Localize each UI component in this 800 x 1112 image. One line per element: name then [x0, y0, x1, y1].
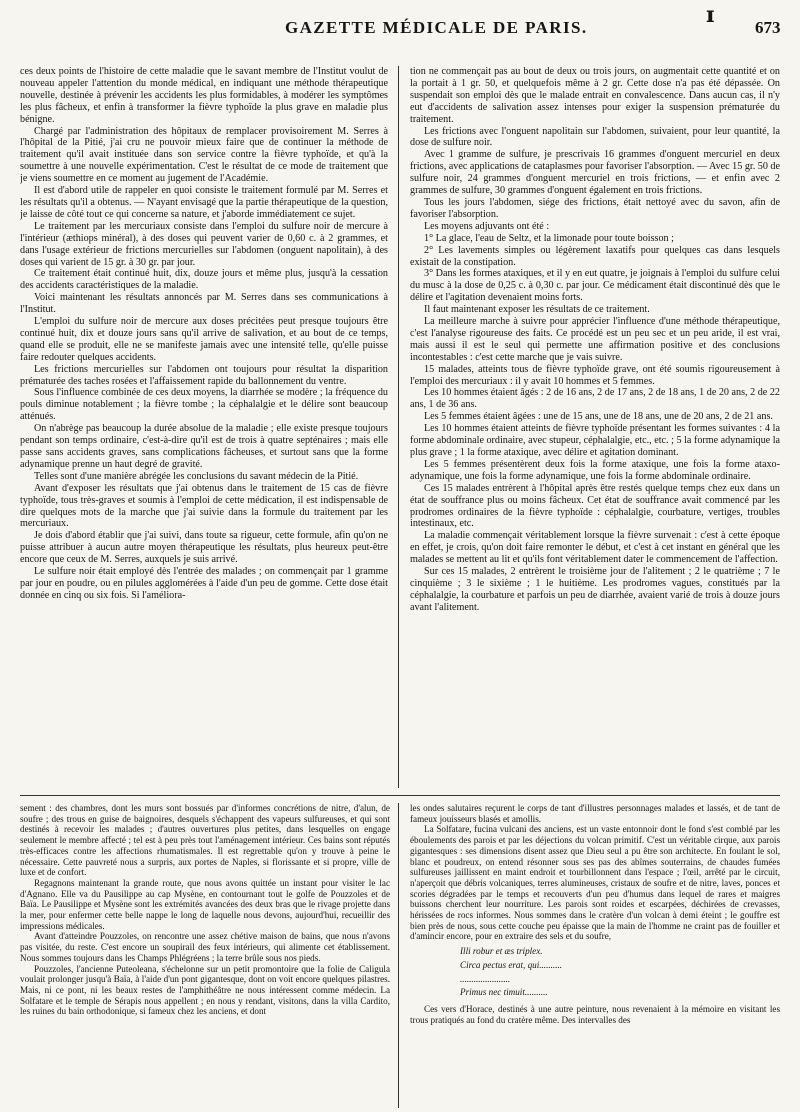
page-header: [0, 2, 800, 38]
paragraph: Les frictions mercurielles sur l'abdomen ont toujours pour résultat la disparition prématurée des taches rosées et l'affaissement rapide du ballonnement du ventre.: [20, 363, 388, 387]
column-rule-top: [398, 66, 399, 788]
paragraph: Les moyens adjuvants ont été :: [424, 220, 550, 232]
paragraph: Avant d'exposer les résultats que j'ai obtenus dans le traitement de 15 cas de fièvre typhoïde, tous très-graves et soumis à l'emploi de cette médication, il est indispensable de dire quelques mots de la marche que j'ai suivie dans la formule du traitement par les mercuriaux.: [20, 482, 388, 530]
page-number: 673: [755, 18, 781, 37]
paragraph: Voici maintenant les résultats annoncés par M. Serres dans ses communications à l'Institut.: [20, 292, 388, 316]
paragraph: Le sulfure noir était employé dès l'entrée des malades ; on commençait par 1 gramme par jour en poudre, ou en pilules agglomérées à l'aide d'un peu de gomme. Cette dose était donnée en cinq ou six fois. Si l'améliora-: [20, 566, 388, 601]
paragraph: La meilleure marche à suivre pour apprécier l'influence d'une méthode thérapeutique, c'est l'analyse rigoureuse des faits. Ce procédé est un peu sec et un peu aride, il est vrai, mais aussi il est le seul qui permette une affirmation positive et des conclusions incontestables : c'est cette marche que je vais suivre.: [410, 316, 780, 363]
verse-line: ......................: [460, 973, 511, 984]
list-item: 2° Les lavements simples ou légèrement laxatifs pour quelques cas dans lesquels existait de la constipation.: [410, 244, 780, 268]
paragraph: Pouzzoles, l'ancienne Puteoleana, s'échelonne sur un petit promontoire que la folie de Caligula voulait prolonger jusqu'à Baïa, à l'aide d'un pont gigantesque, dont on voit encore quelques pilastres. Mais, ni ce pont, ni les beaux restes de l'amphithéâtre ne nous intéressent comme médecin. La Solfatare et le temple de Sérapis nous appellent ; en nous y rendant, visitons, dans la villa Cardito, les ruines du bain orthodonique, si fameux chez les anciens, et dont: [20, 963, 390, 1017]
paragraph: Regagnons maintenant la grande route, que nous avons quittée un instant pour visiter le lac d'Agnano. Elle va du Pausilippe au cap Mysène, en contournant tout le golfe de Pouzzoles et de Baïa. Le Pausilippe et Mysène sont les extrémités avancées des deux bras que le rivage projette dans la mer, pour enfermer cette belle nappe le long de laquelle nous devons, aujourd'hui, recueillir des impressions médicales.: [20, 877, 390, 931]
list-item: 3° Dans les formes ataxiques, et il y en eut quatre, je joignais à l'emploi du sulfure celui du musc à la dose de 0,25 c. à 0,30 c. par jour. Ce médicament était discontinué dès que le délire et l'agitation devenaient moins forts.: [410, 268, 780, 304]
feuilleton-column-left: [20, 803, 390, 1108]
paragraph: Sous l'influence combinée de ces deux moyens, la diarrhée se modère ; la fréquence du pouls diminue notablement ; la fièvre tombe ; la céphalalgie et le délire sont beaucoup atténués.: [20, 387, 388, 423]
verse-line: Primus nec timuit..........: [460, 987, 548, 998]
paragraph: Il est d'abord utile de rappeler en quoi consiste le traitement formulé par M. Serres et les résultats qu'il a obtenus. — N'ayant envisagé que la partie thérapeutique de la question, je laisse de côté tout ce qui concerne sa nature, et j'aborde immédiatement ce sujet.: [20, 185, 388, 220]
paragraph: Avec 1 gramme de sulfure, je prescrivais 16 grammes d'onguent mercuriel en deux frictions, avec applications de cataplasmes pour favoriser l'absorption. — Avec 15 gr. 50 de sulfure noir, 24 grammes d'onguent mercuriel en trois frictions, — et enfin avec 2 grammes de sulfure, 30 grammes d'onguent également en trois frictions.: [410, 149, 780, 197]
paragraph: Les 10 hommes étaient âgés : 2 de 16 ans, 2 de 17 ans, 2 de 18 ans, 1 de 20 ans, 2 de 22 ans, 1 de 36 ans.: [410, 387, 780, 411]
section-separator: [20, 795, 780, 796]
paragraph: La Solfatare, fucina vulcani des anciens, est un vaste entonnoir dont le fond s'est comblé par les éboulements des parois et par les déjections du volcan primitif. C'est un véritable cirque, aux parois gigantesques : ses dimensions disent assez que Dieu seul a pu être son architecte. En foulant le sol, blanc et poudreux, on entend résonner sous ses pas des abîmes souterrains, de chaudes fumées sulfureuses jaillissent en maint endroit et tourbillonnent dans l'espace ; l'œil, arrêté par le circuit, n'aperçoit que débris volcaniques, terres alumineuses, cristaux de soufre et de nitre, laves, ponces et scories dégradées par le temps et recouverts d'un peu d'humus dans lequel de rares et maigres buissons cherchent leur nourriture. Les parois sont roides et escarpées, déchirées de crevasses, hérissées de rocs informes. Nous sommes dans le cratère d'un volcan à demi éteint ; le gouffre est bien près de nous, sous cette couche peu épaisse que la main de l'homme ne craint pas de fouiller et d'amincir encore, pour en extraire des sels et du soufre,: [410, 824, 780, 942]
ink-mark: ɪ: [706, 2, 715, 28]
verse-line: Circa pectus erat, qui..........: [460, 959, 563, 970]
paragraph: Ces vers d'Horace, destinés à une autre peinture, nous revenaient à la mémoire en visitant les trous pratiqués au fond du cratère même. Des intervalles des: [410, 1003, 780, 1025]
journal-title: GAZETTE MÉDICALE DE PARIS.: [285, 18, 588, 37]
feuilleton-column-right: [410, 803, 780, 1108]
paragraph: Les frictions avec l'onguent napolitain sur l'abdomen, suivaient, pour leur quantité, la dose de sulfure noir.: [410, 125, 780, 149]
paragraph: La maladie commençait véritablement lorsque la fièvre survenait : c'est à cette époque en effet, je crois, qu'on doit faire remonter le début, et c'est à cet instant en général que les malades se mettent au lit et qu'ils font véritablement dater le commencement de l'affection.: [410, 530, 780, 566]
paragraph: 15 malades, atteints tous de fièvre typhoïde grave, ont été soumis rigoureusement à l'emploi des mercuriaux : il y avait 10 hommes et 5 femmes.: [410, 363, 780, 387]
paragraph: Avant d'atteindre Pouzzoles, on rencontre une assez chétive maison de bains, que nous n'avons pas visitée, du reste. C'est encore un soupirail des feux intérieurs, qui alimente cet établissement. Nous sommes toujours dans les Champs Phlégréens ; la terre brûle sous nos pieds.: [20, 931, 390, 963]
article-column-right: [410, 66, 780, 788]
latin-verse: [460, 946, 780, 998]
paragraph: Ces 15 malades entrèrent à l'hôpital après être restés quelque temps chez eux dans un état de souffrance plus ou moins fâcheux. Cet état de souffrance avait commencé par les prodromes ordinaires de la fièvre typhoïde : céphalalgie, courbature, vertiges, troubles intestinaux, etc.: [410, 482, 780, 530]
article-column-left: [20, 66, 388, 788]
paragraph: Tous les jours l'abdomen, siége des frictions, était nettoyé avec du savon, afin de favoriser l'absorption.: [410, 196, 780, 220]
paragraph: tion ne commençait pas au bout de deux ou trois jours, on augmentait cette quantité et on la portait à 1 gr. 50, et quelquefois même à 2 gr. Cette dose n'a pas été dépassée. On suspendait son emploi dès que le malade entrait en convalescence. Dans aucun cas, il n'y eut d'accidents de salivation assez intenses pour exiger la suspension prématurée du traitement.: [410, 66, 780, 125]
paragraph: Les 5 femmes présentèrent deux fois la forme ataxique, une fois la forme ataxo-adynamique, une fois la forme adynamique, une fois la forme abdominale ordinaire.: [410, 458, 780, 482]
paragraph: L'emploi du sulfure noir de mercure aux doses précitées peut presque toujours être continué huit, dix et douze jours sans qu'il arrive de salivation, et au bout de ce temps, quand elle se produit, elle ne se manifeste jamais avec une intensité telle, qu'elle puisse faire redouter quelques accidents.: [20, 316, 388, 363]
paragraph: Sur ces 15 malades, 2 entrèrent le troisième jour de l'alitement ; 2 le quatrième ; 7 le cinquième ; 3 le sixième ; 1 le huitième. Les prodromes vagues, constitués par la céphalalgie, la courbature et parfois un peu de diarrhée, avaient varié de trois à douze jours avant l'alitement.: [410, 566, 780, 613]
paragraph: Les 10 hommes étaient atteints de fièvre typhoïde présentant les formes suivantes : 4 la forme abdominale ordinaire, avec stupeur, céphalalgie, etc., etc. ; 5 la forme adynamique la plus grave ; 1 la forme ataxique, avec délire et agitation dominant.: [410, 423, 780, 458]
paragraph: Les 5 femmes étaient âgées : une de 15 ans, une de 18 ans, une de 20 ans, 2 de 21 ans.: [424, 411, 773, 423]
verse-line: Illi robur et æs triplex.: [460, 946, 543, 957]
paragraph: Il faut maintenant exposer les résultats de ce traitement.: [424, 304, 650, 316]
paragraph: ces deux points de l'histoire de cette maladie que le savant membre de l'Institut voulut de nouveau appeler l'attention du monde médical, en indiquant une méthode thérapeutique nouvelle, destinée à prévenir les accidents les plus formidables, à modérer les symptômes les plus fâcheux, et enfin à transformer la fièvre typhoïde la plus grave en maladie plus bénigne.: [20, 66, 388, 125]
paragraph: Ce traitement était continué huit, dix, douze jours et même plus, jusqu'à la cessation des accidents caractéristiques de la maladie.: [20, 268, 388, 292]
paragraph: les ondes salutaires reçurent le corps de tant d'illustres personnages malades et lassés, et de tant de fameux jouisseurs blasés et amollis.: [410, 803, 780, 824]
paragraph: Le traitement par les mercuriaux consiste dans l'emploi du sulfure noir de mercure à l'intérieur (æthiops minéral), à des doses qui peuvent varier de 0,60 c. à 2 grammes, et dans l'usage extérieur de frictions mercurielles sur l'abdomen (onguent napolitain), à des doses qui varient de 15 gr. à 30 gr. par jour.: [20, 220, 388, 268]
column-rule-bottom: [398, 803, 399, 1108]
paragraph: Je dois d'abord établir que j'ai suivi, dans toute sa rigueur, cette formule, afin qu'on ne puisse attribuer à aucun autre moyen thérapeutique les résultats, plus heureux peut-être encore que ceux de M. Serres, auxquels je suis arrivé.: [20, 530, 388, 566]
paragraph: On n'abrège pas beaucoup la durée absolue de la maladie ; elle existe presque toujours pendant son temps ordinaire, c'est-à-dire qu'il est de trois à quatre septénaires ; mais elle passe sans accidents graves, sans complications fâcheuses, et surtout sans que la forme adynamique prenne un haut degré de gravité.: [20, 423, 388, 470]
paragraph: Telles sont d'une manière abrégée les conclusions du savant médecin de la Pitié.: [34, 470, 359, 482]
paragraph: sement : des chambres, dont les murs sont bossués par d'informes concrétions de nitre, d'alun, de soufre ; des trous en guise de baignoires, desquels s'échappent des vapeurs sulfureuses, et qui sont destinés à recevoir les malades ; d'autres ouvertures plus petites, dans lesquelles on engage seulement le membre affecté ; tel est à peu près tout l'aménagement intérieur. Ces bains sont réputés très-efficaces contre les affections rhumatismales. Il est regrettable qu'on y trouve à peine le nécessaire. Cette pauvreté nous a surpris, aux portes de Naples, si florissante et si propre, ville de luxe et de confort.: [20, 803, 390, 878]
list-item: 1° La glace, l'eau de Seltz, et la limonade pour toute boisson ;: [424, 232, 674, 244]
paragraph: Chargé par l'administration des hôpitaux de remplacer provisoirement M. Serres à l'hôpital de la Pitié, j'ai cru ne pouvoir mieux faire que de continuer la méthode de traitement qu'il avait instituée dans son service contre la fièvre typhoïde, et qu'à la soumettre à une nouvelle expérimentation. C'est le résultat de ce mode de traitement que je viens soumettre en ce moment au jugement de l'Académie.: [20, 125, 388, 185]
